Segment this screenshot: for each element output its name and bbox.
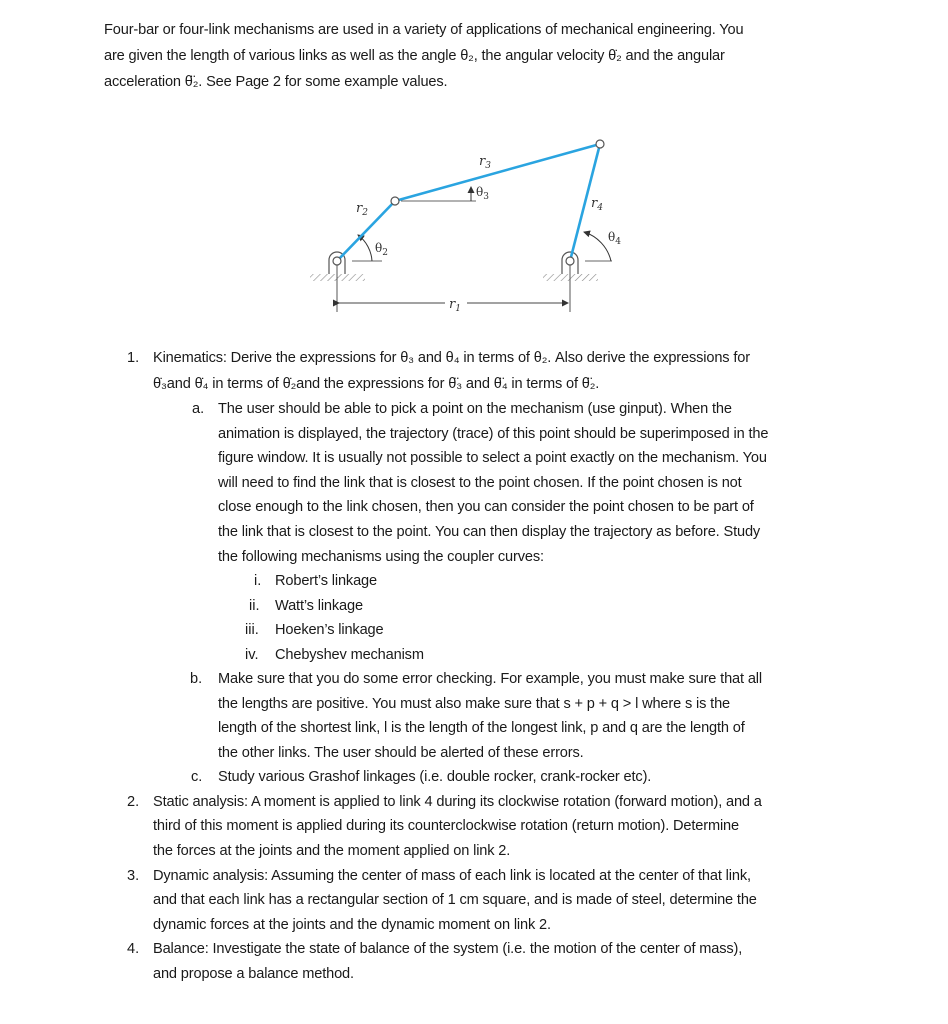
joint-b xyxy=(391,197,399,205)
linkage-item-label: ii. xyxy=(249,598,260,614)
svg-text:θ2: $\theta_2$ xyxy=(375,241,388,258)
four-bar-mechanism-diagram xyxy=(0,0,948,330)
joint-o2 xyxy=(333,257,341,265)
joint-o4 xyxy=(566,257,574,265)
theta4-arc xyxy=(584,232,611,261)
subtask-a-line: The user should be able to pick a point on the mechanism (use ginput). When the xyxy=(218,401,732,417)
task-4-line: Balance: Investigate the state of balance of the system (i.e. the motion of the center of mass), xyxy=(153,941,743,957)
label-r3: r xyxy=(479,154,486,169)
label-r1: r xyxy=(449,297,456,312)
task-2-number: 2. xyxy=(127,794,140,810)
linkage-item-roberts: Robert’s linkage xyxy=(275,573,377,589)
task-1-line-1: Kinematics: Derive the expressions for θ₃ and θ₄ in terms of θ₂. Also derive the expressions for xyxy=(153,350,750,366)
task-4-line: and propose a balance method. xyxy=(153,966,354,982)
svg-text:θ4: $\theta_4$ xyxy=(608,230,621,247)
subtask-a-line: figure window. It is usually not possible to select a point exactly on the mechanism. You xyxy=(218,450,767,466)
subtask-c-label: c. xyxy=(191,769,203,785)
linkage-item-watts: Watt’s linkage xyxy=(275,598,363,614)
intro-line-2: are given the length of various links as well as the angle θ₂, the angular velocity θ̇₂ and the angular xyxy=(104,48,725,64)
task-2-line: Static analysis: A moment is applied to link 4 during its clockwise rotation (forward motion), and a xyxy=(153,794,762,810)
task-2-line: the forces at the joints and the moment applied on link 2. xyxy=(153,843,511,859)
svg-text:r1: $r_1$ xyxy=(449,297,461,314)
subtask-a-line: animation is displayed, the trajectory (trace) of this point should be superimposed in the xyxy=(218,426,769,442)
task-3-number: 3. xyxy=(127,868,140,884)
linkage-item-hoekens: Hoeken’s linkage xyxy=(275,622,384,638)
subtask-a-line: the link that is closest to the point. You can then display the trajectory as before. Study xyxy=(218,524,761,540)
label-theta2: θ xyxy=(375,241,383,255)
task-1-line-2: θ̇₃and θ̇₄ in terms of θ̇₂and the expressions for θ̈₃ and θ̈₄ in terms of θ̈₂. xyxy=(153,376,600,392)
svg-text:θ3: $\theta_3$ xyxy=(476,185,489,202)
label-r2: r xyxy=(356,201,363,216)
subtask-a-line: close enough to the link chosen, then you can consider the point chosen to be part of xyxy=(218,499,754,515)
intro-line-3: acceleration θ̈₂. See Page 2 for some example values. xyxy=(104,74,448,90)
subtask-b-line: the lengths are positive. You must also make sure that s + p + q > l where s is the xyxy=(218,696,731,712)
linkage-item-label: iv. xyxy=(245,647,259,663)
label-theta4: θ xyxy=(608,230,616,244)
task-3-line: dynamic forces at the joints and the dynamic moment on link 2. xyxy=(153,917,551,933)
subtask-b-line: the other links. The user should be alerted of these errors. xyxy=(218,745,584,761)
intro-line-1: Four-bar or four-link mechanisms are used in a variety of applications of mechanical engineering. You xyxy=(104,22,744,38)
joint-c xyxy=(596,140,604,148)
svg-text:r2: $r_2$ xyxy=(356,201,368,218)
label-theta3: θ xyxy=(476,185,484,199)
subtask-b-line: Make sure that you do some error checking. For example, you must make sure that all xyxy=(218,671,762,687)
label-r4: r xyxy=(591,196,598,211)
subtask-a-label: a. xyxy=(192,401,205,417)
subtask-b-line: length of the shortest link, l is the length of the longest link, p and q are the length of xyxy=(218,720,745,736)
svg-text:r3: $r_3$ xyxy=(479,154,491,171)
task-2-line: third of this moment is applied during its counterclockwise rotation (return motion). Determine xyxy=(153,818,739,834)
subtask-a-line: the following mechanisms using the coupler curves: xyxy=(218,549,544,565)
task-4-number: 4. xyxy=(127,941,140,957)
task-1-number: 1. xyxy=(127,350,140,366)
svg-text:r4: $r_4$ xyxy=(591,196,603,213)
subtask-c-line: Study various Grashof linkages (i.e. double rocker, crank-rocker etc). xyxy=(218,769,652,785)
subtask-a-line: will need to find the link that is closest to the point chosen. If the point chosen is not xyxy=(218,475,742,491)
link-r3 xyxy=(395,144,600,201)
task-3-line: Dynamic analysis: Assuming the center of mass of each link is located at the center of that link, xyxy=(153,868,751,884)
linkage-item-chebyshev: Chebyshev mechanism xyxy=(275,647,424,663)
linkage-item-label: iii. xyxy=(245,622,259,638)
task-3-line: and that each link has a rectangular section of 1 cm square, and is made of steel, determine the xyxy=(153,892,757,908)
linkage-item-label: i. xyxy=(254,573,262,589)
subtask-b-label: b. xyxy=(190,671,203,687)
